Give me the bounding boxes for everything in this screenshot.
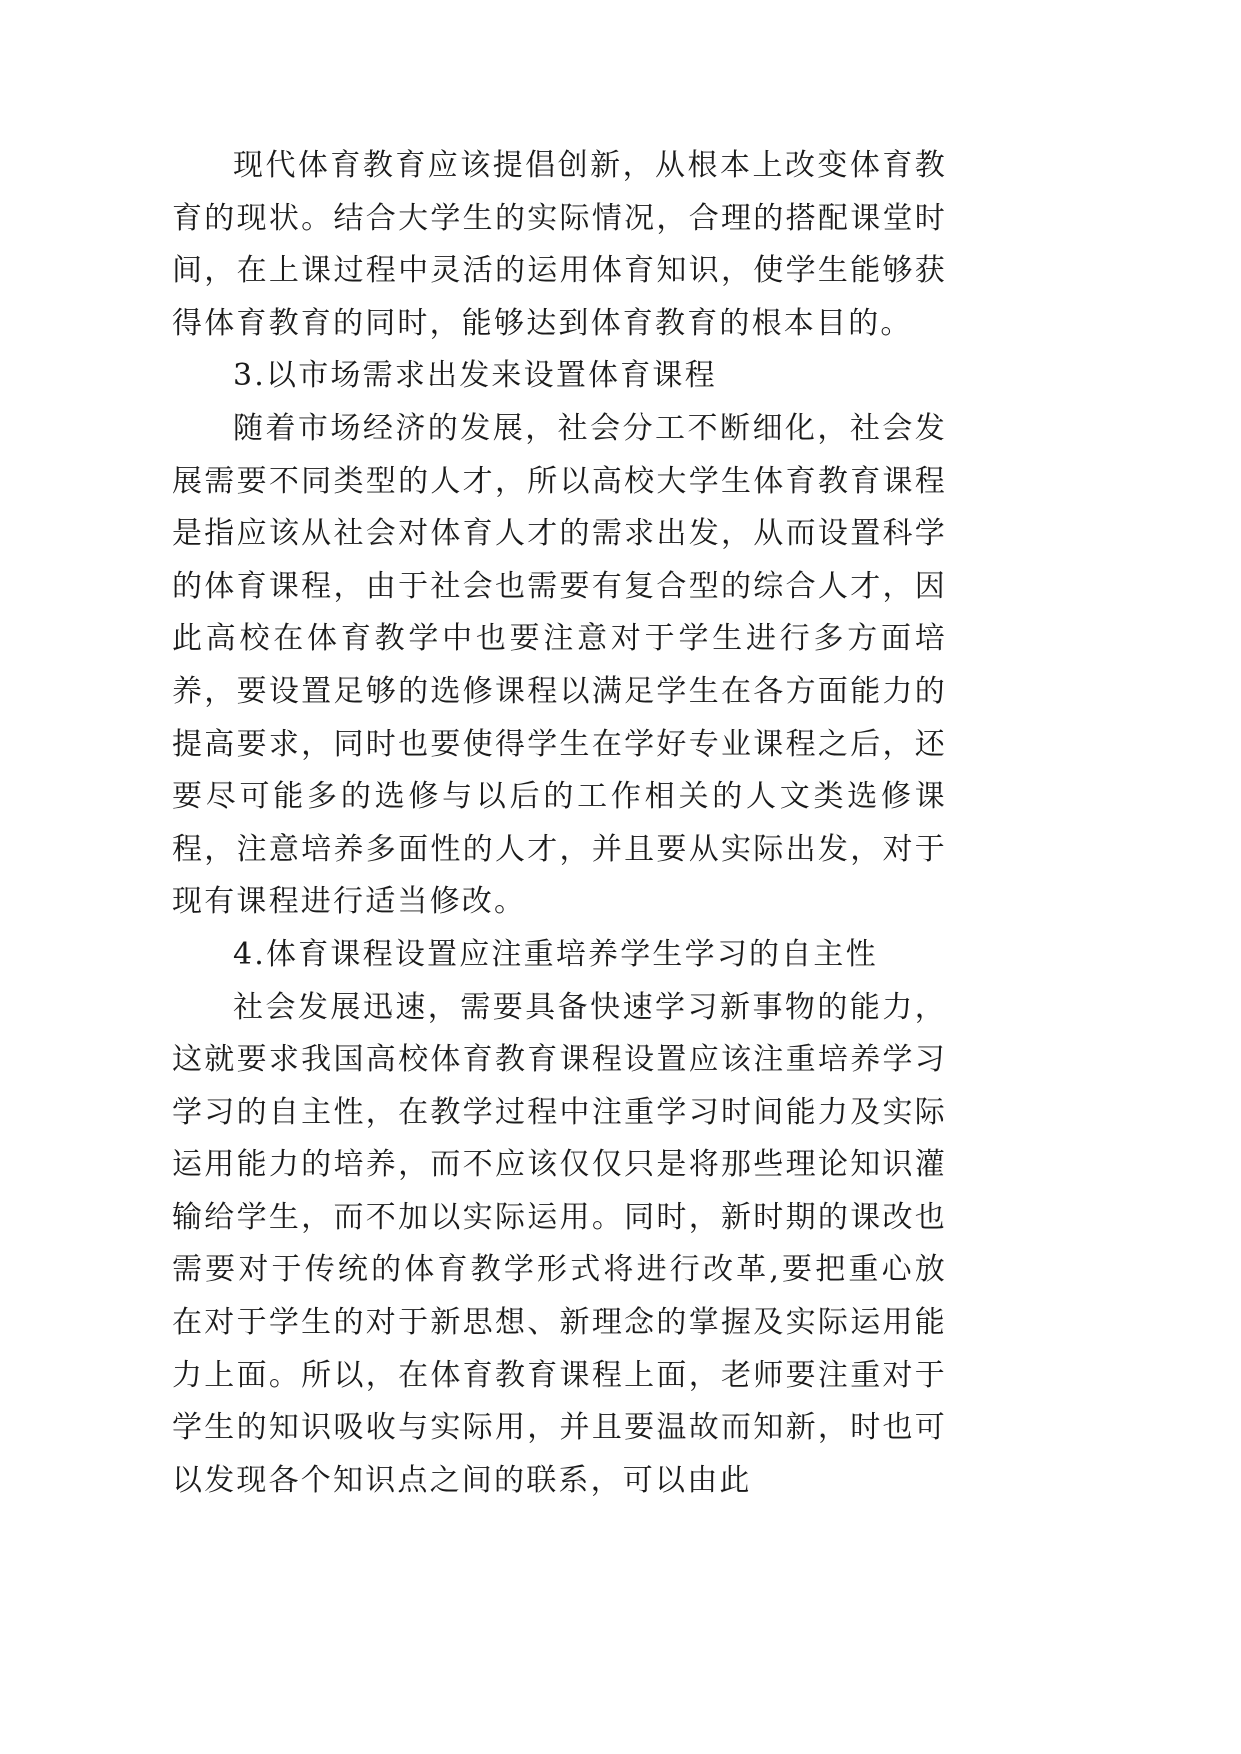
- document-body: [172, 140, 947, 1507]
- body-paragraph: 随着市场经济的发展，社会分工不断细化，社会发展需要不同类型的人才，所以高校大学生体育教育课程是指应该从社会对体育人才的需求出发，从而设置科学的体育课程，由于社会也需要有复合型的综合人才，因此高校在体育教学中也要注意对于学生进行多方面培养，要设置足够的选修课程以满足学生在各方面能力的提高要求，同时也要使得学生在学好专业课程之后，还要尽可能多的选修与以后的工作相关的人文类选修课程，注意培养多面性的人才，并且要从实际出发，对于现有课程进行适当修改。: [172, 410, 947, 920]
- body-paragraph: 现代体育教育应该提倡创新，从根本上改变体育教育的现状。结合大学生的实际情况，合理的搭配课堂时间，在上课过程中灵活的运用体育知识，使学生能够获得体育教育的同时，能够达到体育教育的根本目的。: [172, 148, 947, 341]
- body-paragraph: 社会发展迅速，需要具备快速学习新事物的能力，这就要求我国高校体育教育课程设置应该注重培养学习学习的自主性，在教学过程中注重学习时间能力及实际运用能力的培养，而不应该仅仅只是将那些理论知识灌输给学生，而不加以实际运用。同时，新时期的课改也需要对于传统的体育教学形式将进行改革,要把重心放在对于学生的对于新思想、新理念的掌握及实际运用能力上面。所以，在体育教育课程上面，老师要注重对于学生的知识吸收与实际用，并且要温故而知新，时也可以发现各个知识点之间的联系，可以由此: [172, 989, 947, 1498]
- section-heading: 4.体育课程设置应注重培养学生学习的自主性: [233, 936, 878, 972]
- section-heading: 3.以市场需求出发来设置体育课程: [233, 358, 717, 394]
